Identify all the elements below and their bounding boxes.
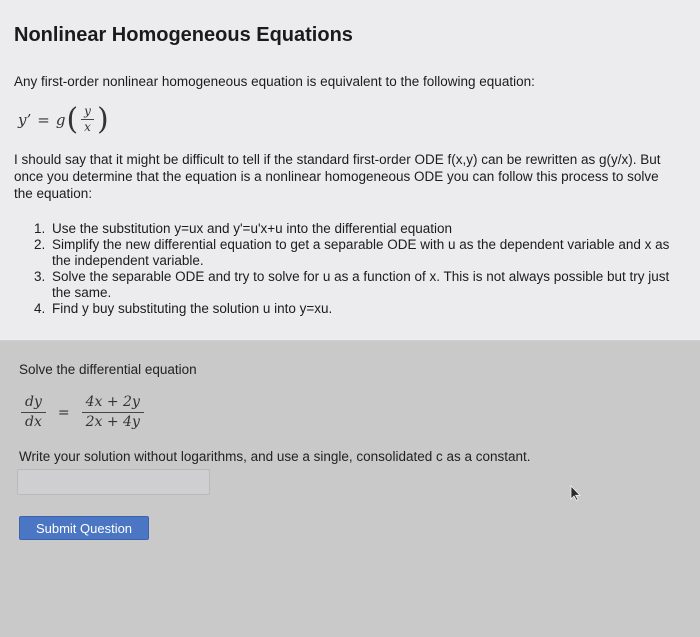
- homogeneous-formula: [18, 101, 110, 137]
- formula-function: g: [55, 110, 66, 129]
- equation-equals: =: [57, 404, 70, 421]
- mouse-cursor-icon: [568, 485, 582, 501]
- steps-list: [34, 221, 684, 317]
- formula-fraction: [81, 104, 94, 135]
- lhs-fraction: [21, 393, 46, 432]
- submit-question-button[interactable]: Submit Question: [19, 516, 149, 540]
- lhs-denominator: dx: [21, 412, 46, 432]
- list-item: 2. Simplify the new differential equation to get a separable ODE with u as the dependent variable and x as the independent variable.: [34, 237, 670, 268]
- question-label: Solve the differential equation: [19, 362, 197, 377]
- formula-denominator: x: [81, 119, 94, 135]
- answer-input[interactable]: [17, 469, 210, 495]
- formula-close-paren: ): [96, 101, 109, 137]
- list-item: 1. Use the substitution y=ux and y'=u'x+u into the differential equation: [34, 221, 453, 236]
- lhs-numerator: dy: [25, 394, 42, 410]
- rhs-denominator: 2x + 4y: [82, 412, 144, 432]
- intro-text: Any first-order nonlinear homogeneous equation is equivalent to the following equation:: [14, 74, 535, 89]
- formula-lhs: y’: [18, 110, 32, 129]
- page-title: Nonlinear Homogeneous Equations: [14, 24, 353, 46]
- differential-equation: [19, 393, 146, 432]
- rhs-fraction: [82, 393, 144, 432]
- rhs-numerator: 4x + 2y: [85, 394, 140, 410]
- list-item: 4. Find y buy substituting the solution u into y=xu.: [34, 301, 333, 316]
- formula-equals: =: [37, 110, 50, 129]
- explanation-paragraph: I should say that it might be difficult to tell if the standard first-order ODE f(x,y) can be rewritten as g(y/x). But once you determine that the equation is a nonlinear homogeneous ODE you can follow this process to solve the equation:: [14, 152, 661, 201]
- formula-numerator: y: [84, 104, 91, 118]
- answer-instructions: Write your solution without logarithms, and use a single, consolidated c as a constant.: [19, 449, 531, 464]
- list-item: 3. Solve the separable ODE and try to solve for u as a function of x. This is not always possible but try just the same.: [34, 269, 670, 300]
- formula-open-paren: (: [66, 101, 79, 137]
